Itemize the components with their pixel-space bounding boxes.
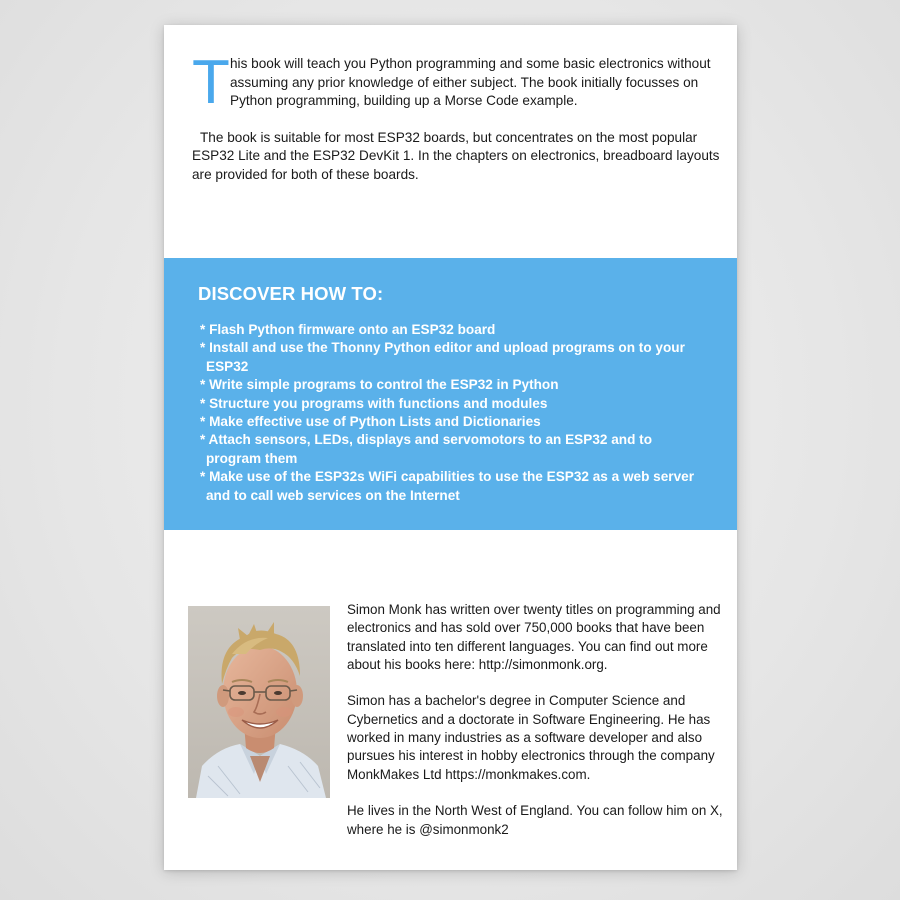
discover-item: * Structure you programs with functions and modules: [200, 395, 548, 411]
discover-title: DISCOVER HOW TO:: [198, 283, 384, 304]
drop-cap: T: [192, 48, 230, 117]
author-portrait-illustration: [188, 606, 330, 798]
author-bio-paragraph: He lives in the North West of England. You can follow him on X, where he is @simonmonk2: [347, 803, 723, 837]
intro-section: [192, 48, 722, 185]
discover-list: [200, 321, 700, 505]
author-bio-paragraph: Simon Monk has written over twenty titles on programming and electronics and has sold over 750,000 books that have been translated into ten different languages. You can find out more about his books here: http://simonmonk.org.: [347, 602, 721, 672]
discover-item: * Install and use the Thonny Python editor and upload programs on to your ESP32: [200, 340, 685, 374]
discover-band: [164, 258, 737, 530]
author-bio: [347, 601, 732, 857]
intro-paragraph-1: his book will teach you Python programming and some basic electronics without assuming any prior knowledge of either subject. The book initially focusses on Python programming, building up a Morse Code example.: [230, 56, 711, 109]
discover-item: * Make effective use of Python Lists and Dictionaries: [200, 414, 541, 430]
author-bio-paragraph: Simon has a bachelor's degree in Computer Science and Cybernetics and a doctorate in Software Engineering. He has worked in many industries as a software developer and also pursues his interest in hobby electronics through the company MonkMakes Ltd https://monkmakes.com.: [347, 693, 715, 782]
discover-item: * Write simple programs to control the ESP32 in Python: [200, 377, 559, 393]
book-back-cover: [164, 25, 737, 870]
discover-item: * Make use of the ESP32s WiFi capabilities to use the ESP32 as a web server and to call web services on the Internet: [200, 469, 694, 503]
author-photo: [188, 606, 330, 798]
discover-item: * Attach sensors, LEDs, displays and servomotors to an ESP32 and to program them: [200, 432, 652, 466]
discover-item: * Flash Python firmware onto an ESP32 board: [200, 322, 496, 337]
intro-paragraph-2: The book is suitable for most ESP32 boards, but concentrates on the most popular ESP32 Lite and the ESP32 DevKit 1. In the chapters on electronics, breadboard layouts are provided for both of these boards.: [192, 129, 720, 182]
